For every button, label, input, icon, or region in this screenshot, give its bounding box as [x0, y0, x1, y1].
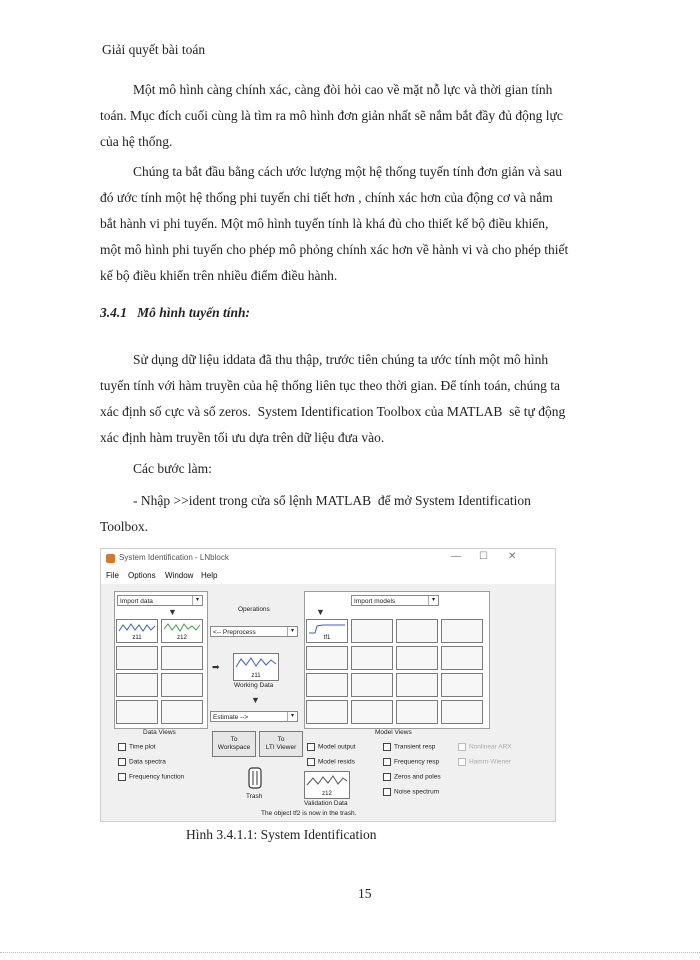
- to-lti-viewer-button[interactable]: [259, 731, 303, 757]
- checkbox-label: Model output: [318, 743, 356, 751]
- chevron-down-icon: ▾: [287, 712, 297, 721]
- chevron-down-icon: ▾: [428, 596, 438, 605]
- validation-data-name: z12: [322, 791, 332, 797]
- checkbox-label: Time plot: [129, 743, 156, 751]
- paragraph-line: xác định số cực và số zeros. System Identification Toolbox của MATLAB sẽ tự động: [100, 404, 566, 419]
- data-slot-label: z12: [177, 635, 187, 641]
- model-slot-empty[interactable]: [306, 646, 348, 670]
- checkbox-label: Data spectra: [129, 758, 166, 766]
- checkbox-label: Frequency function: [129, 773, 185, 781]
- working-data-name: z11: [251, 673, 261, 679]
- checkbox-label: Hamm-Wiener: [469, 758, 511, 766]
- model-preview-icon: [307, 621, 347, 635]
- validation-data-label: Validation Data: [304, 800, 348, 807]
- figure-caption: Hình 3.4.1.1: System Identification: [186, 827, 377, 842]
- button-line: Workspace: [217, 744, 251, 751]
- paragraph-line: Một mô hình càng chính xác, càng đòi hỏi cao về mặt nỗ lực và thời gian tính: [133, 82, 553, 97]
- frequency-resp-checkbox[interactable]: [383, 758, 439, 766]
- estimate-select[interactable]: [210, 711, 298, 722]
- arrow-right-icon: ➡: [212, 662, 220, 672]
- model-slot-tf1[interactable]: [306, 619, 348, 643]
- validation-data-slot[interactable]: [304, 771, 350, 799]
- model-slot-empty[interactable]: [441, 700, 483, 724]
- time-plot-checkbox[interactable]: [118, 743, 156, 751]
- paragraph-line: của hệ thống.: [100, 134, 173, 149]
- trash-icon[interactable]: [247, 765, 263, 791]
- minimize-icon[interactable]: —: [451, 551, 461, 562]
- model-resids-checkbox[interactable]: [307, 758, 355, 766]
- arrow-down-icon: ▼: [251, 695, 260, 705]
- signal-preview-icon: [234, 655, 278, 671]
- system-identification-screenshot: [100, 548, 556, 822]
- menu-file[interactable]: File: [106, 571, 119, 580]
- model-slot-empty[interactable]: [396, 646, 438, 670]
- checkbox-label: Model resids: [318, 758, 355, 766]
- chevron-down-icon: ▾: [192, 596, 202, 605]
- checkbox-label: Transient resp: [394, 743, 436, 751]
- paragraph-line: một mô hình phi tuyến cho phép mô phỏng chính xác hơn về hành vi và cho phép thiết: [100, 242, 569, 257]
- step-line: Toolbox.: [100, 519, 149, 534]
- button-line: To: [230, 736, 238, 743]
- paragraph-line: xác định hàm truyền tối ưu dựa trên dữ liệu đưa vào.: [100, 430, 385, 445]
- paragraph-line: bắt hành vi phi tuyến. Một mô hình tuyến tính là khá đủ cho thiết kế bộ điều khiển,: [100, 216, 549, 231]
- paragraph-line: tuyến tính với hàm truyền của hệ thống liên tục theo thời gian. Để tính toán, chúng ta: [100, 378, 561, 393]
- import-data-select[interactable]: [117, 595, 203, 606]
- matlab-app-icon: [106, 554, 115, 563]
- data-slot-empty[interactable]: [161, 673, 203, 697]
- data-slot-empty[interactable]: [116, 700, 158, 724]
- maximize-icon[interactable]: ☐: [479, 551, 488, 562]
- data-views-title: Data Views: [143, 729, 176, 736]
- working-data-slot[interactable]: [233, 653, 279, 681]
- working-data-label: Working Data: [234, 682, 274, 689]
- paragraph-line: Chúng ta bắt đầu bằng cách ước lượng một hệ thống tuyến tính đơn giản và sau: [133, 164, 562, 179]
- data-slot-label: z11: [132, 635, 142, 641]
- model-slot-empty[interactable]: [306, 673, 348, 697]
- checkbox-label: Noise spectrum: [394, 788, 440, 796]
- signal-preview-icon: [117, 621, 157, 635]
- preprocess-select[interactable]: [210, 626, 298, 637]
- menu-bar: [101, 569, 555, 584]
- model-slot-empty[interactable]: [351, 673, 393, 697]
- data-slot-empty[interactable]: [161, 700, 203, 724]
- model-slot-empty[interactable]: [441, 673, 483, 697]
- trash-label: Trash: [246, 793, 263, 800]
- close-icon[interactable]: ✕: [508, 551, 517, 562]
- model-slot-empty[interactable]: [306, 700, 348, 724]
- model-slot-empty[interactable]: [351, 619, 393, 643]
- checkbox-label: Frequency resp: [394, 758, 440, 766]
- model-slot-empty[interactable]: [351, 700, 393, 724]
- section-title: Giải quyết bài toán: [102, 42, 206, 57]
- data-spectra-checkbox[interactable]: [118, 758, 166, 766]
- zeros-and-poles-checkbox[interactable]: [383, 773, 441, 781]
- data-slot-z12[interactable]: [161, 619, 203, 643]
- signal-preview-icon: [162, 621, 202, 635]
- transient-resp-checkbox[interactable]: [383, 743, 435, 751]
- data-slot-empty[interactable]: [116, 673, 158, 697]
- paragraph-line: Sử dụng dữ liệu iddata đã thu thập, trước tiên chúng ta ước tính một mô hình: [133, 352, 549, 367]
- chevron-down-icon: ▾: [287, 627, 297, 636]
- preprocess-label: <-- Preprocess: [213, 629, 256, 636]
- frequency-function-checkbox[interactable]: [118, 773, 184, 781]
- status-message: The object tf2 is now in the trash.: [261, 810, 357, 817]
- data-slot-empty[interactable]: [161, 646, 203, 670]
- import-data-label: Import data: [120, 598, 153, 605]
- model-slot-empty[interactable]: [351, 646, 393, 670]
- model-views-title: Model Views: [375, 729, 412, 736]
- subsection-heading: 3.4.1 Mô hình tuyến tính:: [100, 305, 251, 320]
- page-bottom-divider: [0, 952, 700, 953]
- model-slot-empty[interactable]: [396, 700, 438, 724]
- checkbox-label: Nonlinear ARX: [469, 743, 512, 751]
- paragraph-line: kế bộ điều khiển trên nhiều điểm điều hành.: [100, 268, 338, 283]
- steps-label: Các bước làm:: [133, 461, 212, 476]
- step-line: - Nhập >>ident trong cửa sổ lệnh MATLAB để mở System Identification: [133, 493, 531, 508]
- model-slot-label: tf1: [323, 635, 331, 641]
- paragraph-line: đó ước tính một hệ thống phi tuyến chi tiết hơn , chính xác hơn của động cơ và nắm: [100, 190, 553, 205]
- model-slot-empty[interactable]: [441, 619, 483, 643]
- data-slot-empty[interactable]: [116, 646, 158, 670]
- window-titlebar: [101, 549, 555, 569]
- model-output-checkbox[interactable]: [307, 743, 356, 751]
- noise-spectrum-checkbox[interactable]: [383, 788, 439, 796]
- hamm-wiener-checkbox[interactable]: [458, 758, 511, 766]
- window-title: System Identification - LNblock: [119, 553, 229, 562]
- data-slot-z11[interactable]: [116, 619, 158, 643]
- estimate-label: Estimate -->: [213, 714, 249, 721]
- nonlinear-arx-checkbox[interactable]: [458, 743, 512, 751]
- import-models-select[interactable]: [351, 595, 439, 606]
- checkbox-label: Zeros and poles: [394, 773, 441, 781]
- button-line: To: [277, 736, 285, 743]
- arrow-down-icon: ▼: [316, 607, 325, 617]
- paragraph-line: toán. Mục đích cuối cùng là tìm ra mô hình đơn giản nhất sẽ nắm bắt đầy đủ động lực: [100, 108, 563, 123]
- menu-help[interactable]: Help: [201, 571, 218, 580]
- menu-window[interactable]: Window: [165, 571, 194, 580]
- model-slot-empty[interactable]: [441, 646, 483, 670]
- page-number: 15: [358, 886, 372, 901]
- arrow-down-icon: ▼: [168, 607, 177, 617]
- model-slot-empty[interactable]: [396, 673, 438, 697]
- model-slot-empty[interactable]: [396, 619, 438, 643]
- import-models-label: Import models: [354, 598, 396, 605]
- menu-options[interactable]: Options: [128, 571, 156, 580]
- operations-title: Operations: [238, 606, 270, 613]
- button-line: LTI Viewer: [265, 744, 297, 751]
- to-workspace-button[interactable]: [212, 731, 256, 757]
- signal-preview-icon: [305, 773, 349, 789]
